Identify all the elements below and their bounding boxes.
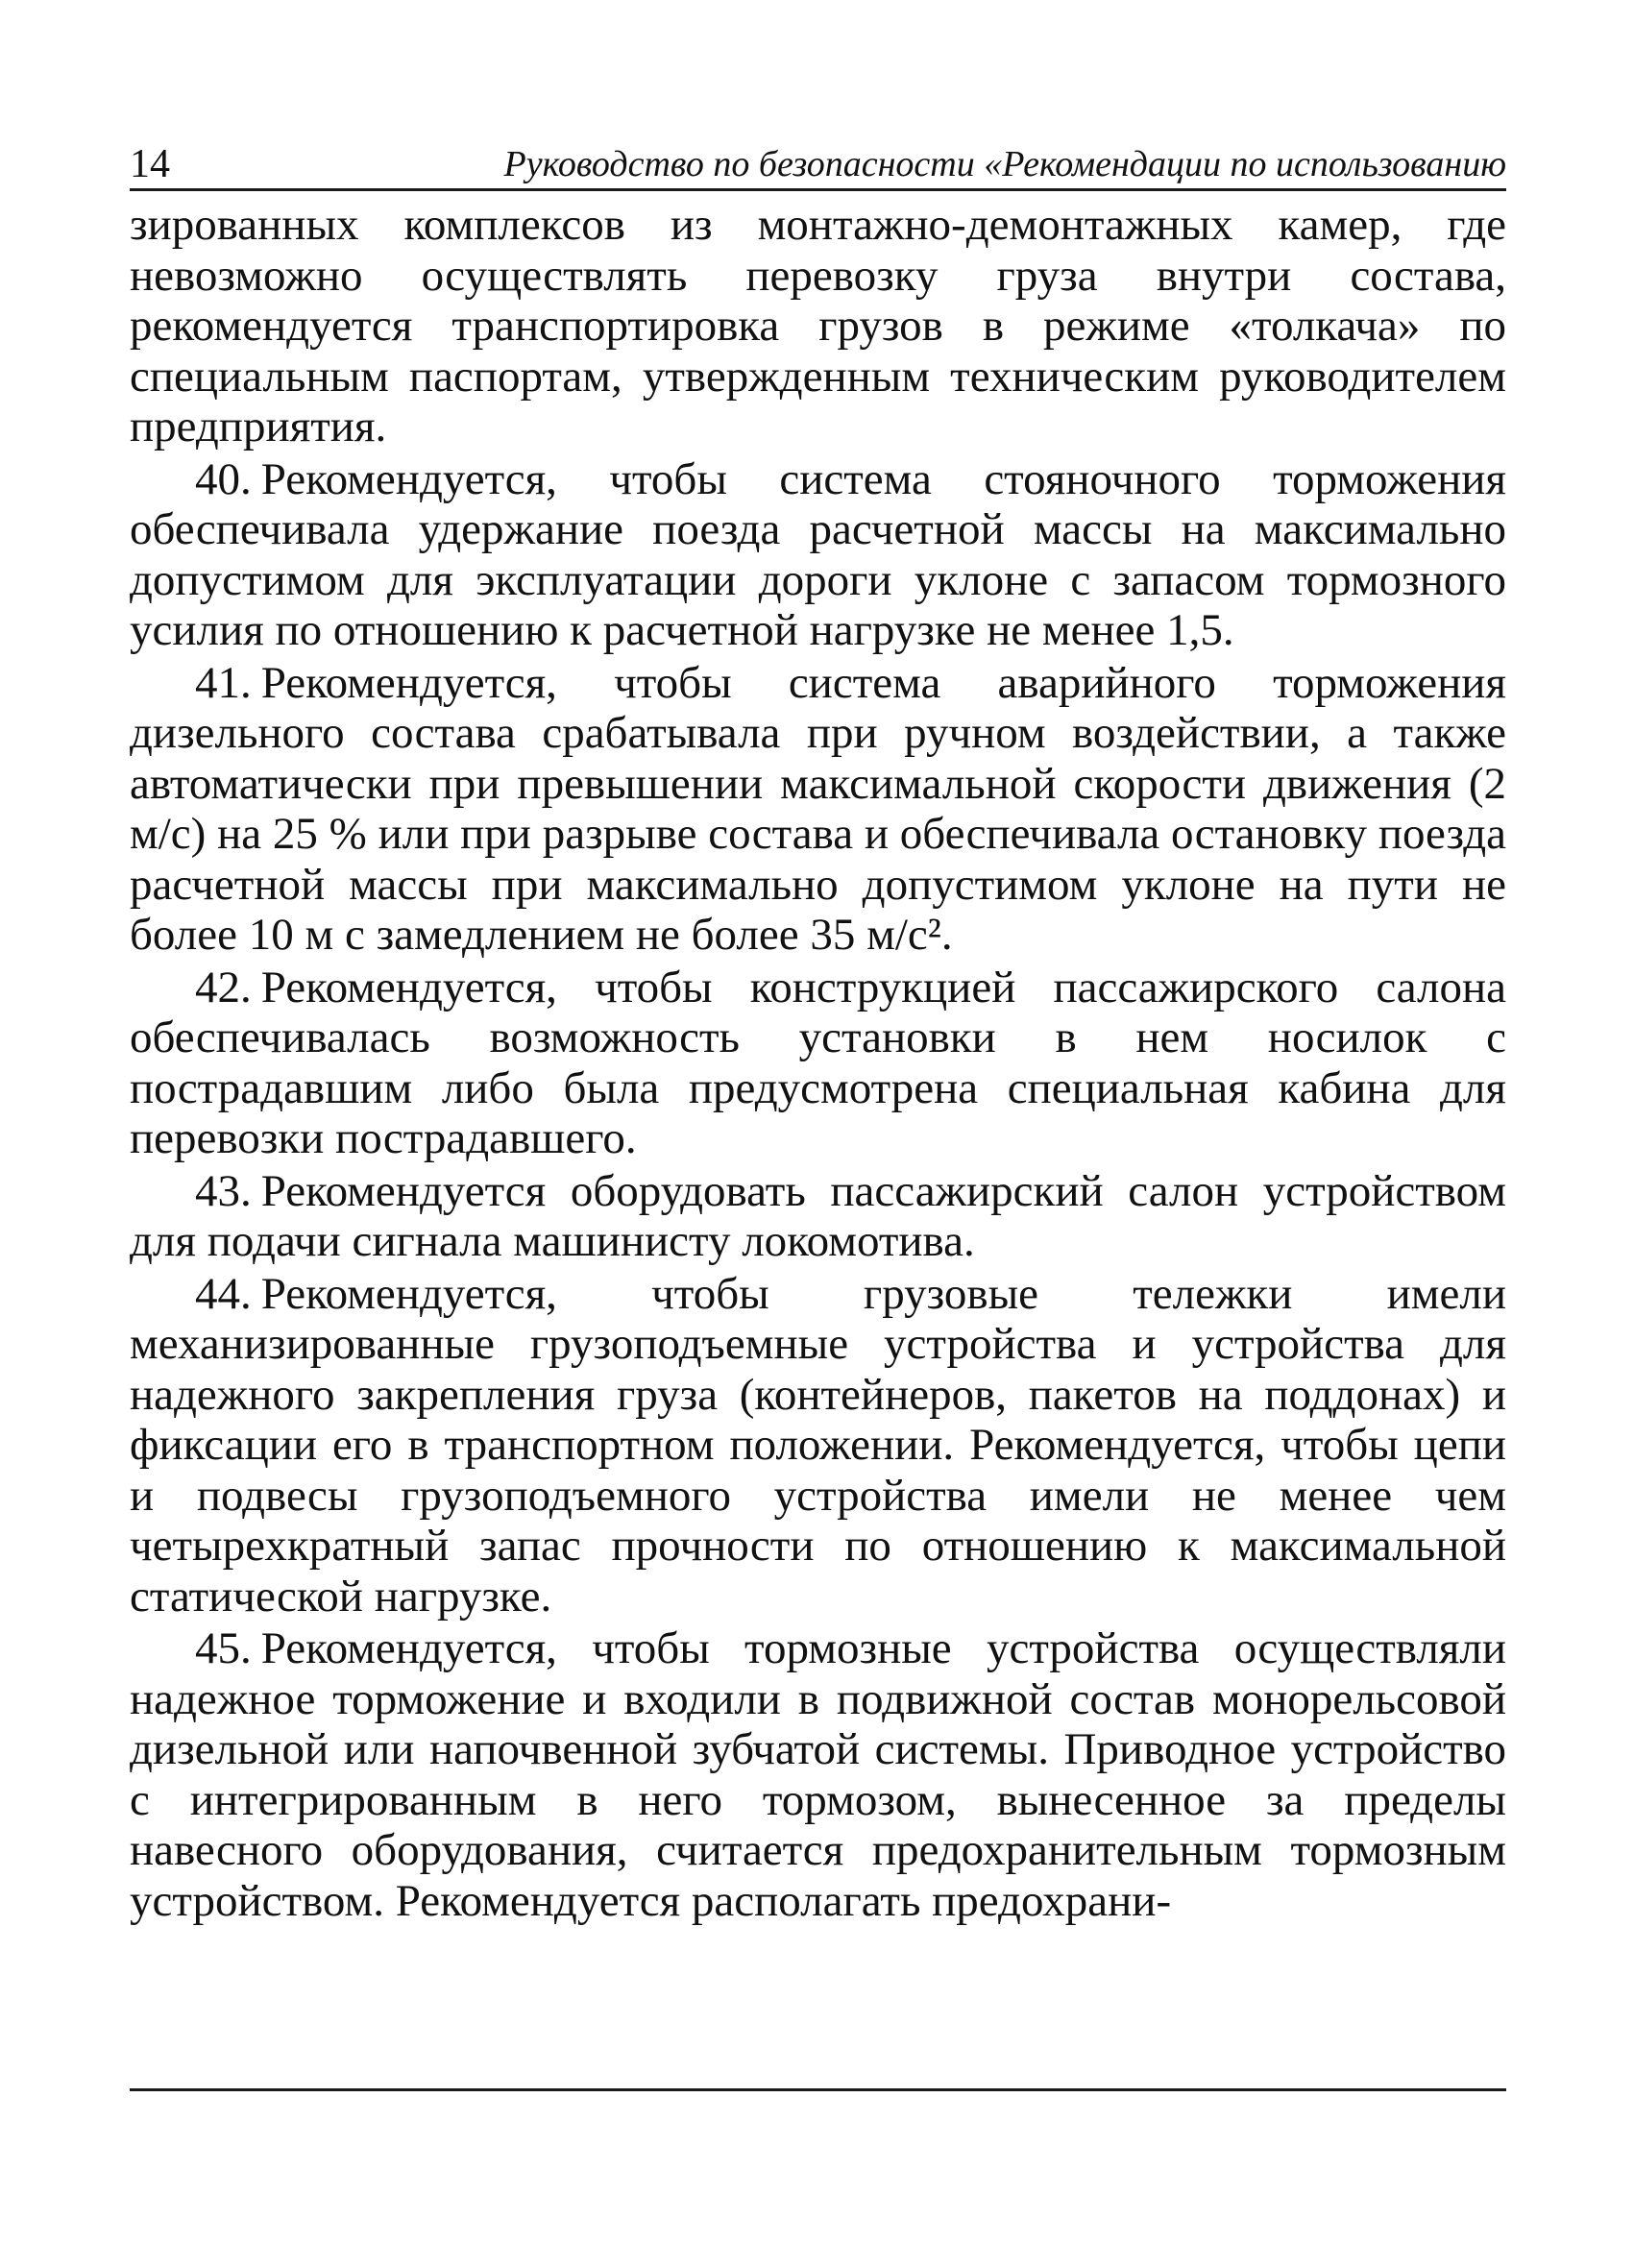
paragraph-number: 44. [195, 1268, 252, 1319]
paragraph-text: Рекомендуется, чтобы конструкцией пассажирского салона обеспечивалась возможность установки в нем носилок с пострадавшим либо была предусмотрена специальная кабина для перевозки пострадавшего. [130, 962, 1506, 1163]
paragraph-text: Рекомендуется, чтобы грузовые тележки имели механизированные грузоподъемные устройства и устройства для надежного закрепления груза (контейнеров, пакетов на поддонах) и фиксации его в транспортном положении. Рекомендуется, чтобы цепи и подвесы грузоподъемного устройства имели не менее чем четырехкратный запас прочности по отношению к максимальной статической нагрузке. [130, 1268, 1506, 1622]
paragraph-40 [130, 454, 1506, 656]
paragraph-text: Рекомендуется, чтобы система стояночного торможения обеспечивала удержание поезда расчетной массы на максимально допустимом для эксплуатации дороги уклоне с запасом тормозного усилия по отношению к расчетной нагрузке не менее 1,5. [130, 453, 1506, 655]
paragraph-42 [130, 963, 1506, 1164]
paragraph-43 [130, 1166, 1506, 1267]
paragraph-text: Рекомендуется, чтобы тормозные устройства осуществляли надежное торможение и входили в подвижной состав монорельсовой дизельной или напочвенной зубчатой системы. Приводное устройство с интегрированным в него тормозом, вынесенное за пределы навесного оборудования, считается предохранительным тормозным устройством. Рекомендуется располагать предохрани- [130, 1623, 1506, 1926]
footer-rule [130, 2088, 1506, 2091]
paragraph-text: зированных комплексов из монтажно-демонтажных камер, где невозможно осуществлять перевозку груза внутри состава, рекомендуется транспортировка грузов в режиме «толкача» по специальным паспортам, утвержденным техническим руководителем предприятия. [130, 200, 1506, 451]
running-title: Руководство по безопасности «Рекомендации по использованию [503, 144, 1506, 184]
page-header [130, 134, 1506, 191]
paragraph-number: 42. [195, 962, 252, 1012]
paragraph-45 [130, 1623, 1506, 1926]
paragraph-41 [130, 658, 1506, 961]
paragraph-number: 40. [195, 453, 252, 504]
paragraph-number: 43. [195, 1165, 252, 1216]
page-number: 14 [130, 142, 170, 186]
body-text [130, 200, 1506, 1928]
paragraph-continued [130, 200, 1506, 452]
paragraph-number: 45. [195, 1623, 252, 1673]
paragraph-number: 41. [195, 657, 252, 708]
paragraph-44 [130, 1269, 1506, 1622]
paragraph-text: Рекомендуется, чтобы система аварийного торможения дизельного состава срабатывала при ручном воздействии, а также автоматически при превышении максимальной скорости движения (2 м/с) на 25 % или при разрыве состава и обеспечивала остановку поезда расчетной массы при максимально допустимом уклоне на пути не более 10 м с замедлением не более 35 м/с². [130, 657, 1506, 960]
paragraph-text: Рекомендуется оборудовать пассажирский салон устройством для подачи сигнала машинисту локомотива. [130, 1165, 1506, 1266]
